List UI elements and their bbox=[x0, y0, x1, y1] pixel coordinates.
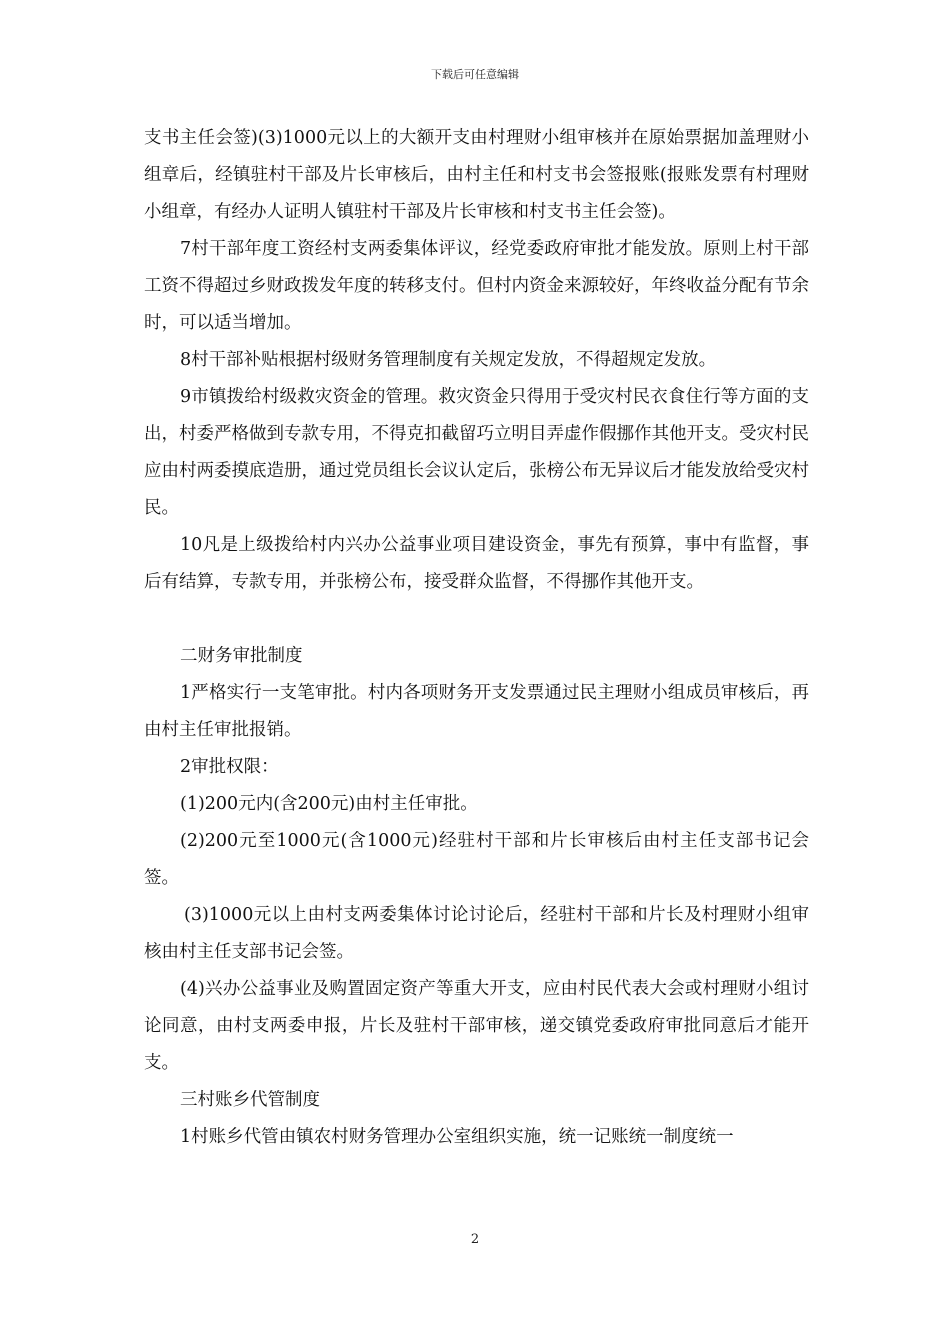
paragraph-limit-4: (4)兴办公益事业及购置固定资产等重大开支，应由村民代表大会或村理财小组讨论同意，由村支两委申报，片长及驻村干部审核，递交镇党委政府审批同意后才能开支。 bbox=[144, 979, 809, 1073]
paragraph-item-7: 7村干部年度工资经村支两委集体评议，经党委政府审批才能发放。原则上村干部工资不得超过乡财政拨发年度的转移支付。但村内资金来源较好，年终收益分配有节余时，可以适当增加。 bbox=[144, 239, 809, 333]
document-body bbox=[144, 120, 809, 1156]
paragraph-continuation: 支书主任会签)(3)1000元以上的大额开支由村理财小组审核并在原始票据加盖理财小组章后，经镇驻村干部及片长审核后，由村主任和村支书会签报账(报账发票有村理财小组章，有经办人证明人镇驻村干部及片长审核和村支书主任会签)。 bbox=[144, 128, 809, 222]
paragraph-item-10: 10凡是上级拨给村内兴办公益事业项目建设资金，事先有预算，事中有监督，事后有结算，专款专用，并张榜公布，接受群众监督，不得挪作其他开支。 bbox=[144, 535, 809, 592]
paragraph-limit-1: (1)200元内(含200元)由村主任审批。 bbox=[180, 794, 478, 814]
page-header: 下载后可任意编辑 bbox=[431, 68, 519, 81]
paragraph-agency-1: 1村账乡代管由镇农村财务管理办公室组织实施，统一记账统一制度统一 bbox=[180, 1127, 734, 1147]
paragraph-limit-2: (2)200元至1000元(含1000元)经驻村干部和片长审核后由村主任支部书记会签。 bbox=[144, 831, 809, 888]
page-number: 2 bbox=[470, 1232, 480, 1247]
paragraph-approval-1: 1严格实行一支笔审批。村内各项财务开支发票通过民主理财小组成员审核后，再由村主任审批报销。 bbox=[144, 683, 809, 740]
paragraph-item-9: 9市镇拨给村级救灾资金的管理。救灾资金只得用于受灾村民衣食住行等方面的支出，村委严格做到专款专用，不得克扣截留巧立明目弄虚作假挪作其他开支。受灾村民应由村两委摸底造册，通过党员组长会议认定后，张榜公布无异议后才能发放给受灾村民。 bbox=[144, 387, 809, 518]
paragraph-item-8: 8村干部补贴根据村级财务管理制度有关规定发放，不得超规定发放。 bbox=[180, 350, 717, 370]
paragraph-limit-3: (3)1000元以上由村支两委集体讨论讨论后，经驻村干部和片长及村理财小组审核由村主任支部书记会签。 bbox=[144, 905, 809, 962]
section-heading-agency: 三村账乡代管制度 bbox=[180, 1090, 320, 1110]
section-heading-approval: 二财务审批制度 bbox=[180, 646, 303, 666]
paragraph-gap bbox=[144, 601, 809, 638]
paragraph-approval-2: 2审批权限： bbox=[180, 757, 279, 777]
